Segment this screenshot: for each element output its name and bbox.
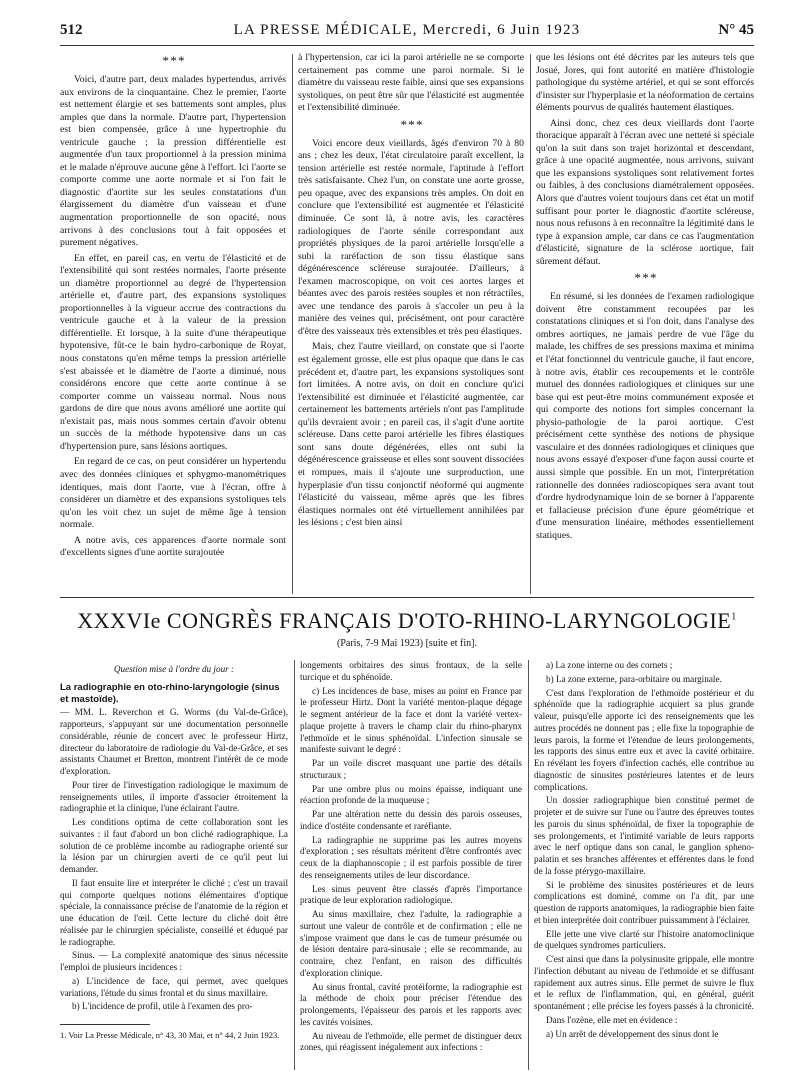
list-item: a) Un arrêt de développement des sinus dont le: [546, 1028, 719, 1039]
column-rule: [294, 660, 295, 1070]
paragraph: Ainsi donc, chez ces deux vieillards dont l'aorte thoracique apparaît à l'écran avec une netteté si spéciale qu'on la suit dans son trajet horizontal et descendant, grâce à une opacité augmentée, nous arrivons, suivant que les expansions systoliques sont relativement fortes ou faibles, à des conclusions diamétralement opposées. Alors que d'autres voient toujours dans cet état un motif suffisant pour porter le diagnostic d'aortite scléreuse, nous nous refusons à en reconnaître la légitimité dans le type à expansion ample, car dans ce cas l'augmentation d'élasticité, signature de la sclérose aortique, fait sûrement défaut.: [536, 117, 754, 267]
paragraph: Elle jette une vive clarté sur l'histoire anatomoclinique de quelques syndromes particuliers.: [534, 928, 754, 951]
paragraph: La radiographie ne supprime pas les autres moyens d'exploration ; ses résultats méritent d'être confrontés avec ceux de la diaphanoscopie ; il est parfois possible de tirer des renseignements utiles de leur discordance.: [300, 834, 522, 880]
paragraph: En regard de ce cas, on peut considérer un hypertendu avec des données cliniques et sphygmo-manométriques identiques, mais dont l'aorte, vue à l'écran, offre à considérer un diamètre et des expansions systoliques tels qu'on les voit chez un sujet de même âge à tension normale.: [60, 456, 286, 531]
paragraph: b) L'incidence de profil, utile à l'examen des pro-: [72, 1001, 253, 1012]
section-separator: * * *: [162, 53, 184, 68]
paragraph: En résumé, si les données de l'examen radiologique doivent être constamment recoupées par les constatations cliniques et si l'on doit, dans l'analyse des ombres aortiques, ne jamais perdre de vue l'âge du malade, les chiffres de ses pressions maxima et minima et l'état fonctionnel du ventricule gauche, il faut encore, à notre avis, établir ces recoupements et le contrôle mutuel des données radiologiques et cliniques sur une base qui est peut-être moins communément exposée et qui comporte des notions fort simples concernant la physio-pathologie de la paroi aortique. C'est précisément cette synthèse des notions de physique vasculaire et des données radiologiques et cliniques que nous avons essayé d'exposer d'une façon aussi courte et aussi simple que possible. En un mot, l'interprétation rationnelle des données radioscopiques sera avant tout d'ordre hydrodynamique loin de se borner à l'apparente et fallacieuse précision d'une épure géométrique et d'une mensuration linéaire, méthodes essentiellement statiques.: [536, 291, 754, 541]
header-rule: [60, 45, 754, 46]
paragraph: Un dossier radiographique bien constitué permet de projeter et de suivre sur l'une ou l'autre des épreuves toutes les parois du sinus sphénoïdal, de fixer la topographie de ses prolongements, et l'intimité variable de leurs rapports avec le nerf optique dans son canal, le ganglion spheno-palatin et ses branches afférentes et efférentes dans le fond de la fosse ptérygo-maxillaire.: [534, 795, 754, 876]
journal-name: LA PRESSE MÉDICALE,: [233, 22, 418, 38]
section-separator: * * *: [400, 116, 422, 132]
page-header: [60, 22, 754, 42]
paragraph: Par une altération nette du dessin des parois osseuses, indice d'ostéite condensante et raréfiante.: [300, 809, 522, 831]
paragraph: Mais, chez l'autre vieillard, on constate que si l'aorte est également grosse, elle est plus opaque que dans le cas précédent et, d'autre part, les expansions systoliques sont fort limitées. A notre avis, on doit en conclure qu'ici l'extensibilité est diminuée et l'élasticité augmentée, car certainement les battements artériels n'ont pas l'amplitude qu'ils devraient avoir ; en pareil cas, il s'agit d'une aortite scléreuse. Dans cette paroi artérielle les fibres élastiques sont sans doute dégénérées, elles ont subi la dégénérescence graisseuse et elles sont souvent dissociées et rompues, mais il s'ajoute une surproduction, une hyperplasie d'un tissu conjonctif néoformé qui augmente l'élasticité du vaisseau, même après que les fibres élastiques normales ont été virtuellement annihilées par les lésions ; c'est bien ainsi: [298, 341, 524, 529]
paragraph: Pour tirer de l'investigation radiologique le maximum de renseignements utiles, il importe d'associer étroitement la radiographie et la clinique, l'une éclairant l'autre.: [60, 779, 288, 814]
congress-subtitle: (Paris, 7-9 Mai 1923) [suite et fin].: [337, 638, 477, 649]
paragraph: a) L'incidence de face, qui permet, avec quelques variations, l'étude du sinus frontal et du sinus maxillaire.: [60, 975, 288, 998]
top-column-1: [60, 52, 286, 592]
section-title: La radiographie en oto-rhino-laryngologie (sinus et mastoïde).: [60, 681, 280, 705]
paragraph: Si le problème des sinusites postérieures et de leurs complications est dominé, comme on l'a dit, par une question de rapports anatomiques, la radiographie bien faite et bien interprétée doit contribuer puissamment à l'éclairer.: [534, 879, 754, 925]
bottom-column-2: [300, 660, 522, 1075]
paragraph: Au niveau de l'ethmoïde, elle permet de distinguer deux zones, qui réagissent inégalement aux infections :: [300, 1030, 522, 1053]
paragraph: — MM. L. Reverchon et G. Worms (du Val-de-Grâce), rapporteurs, s'appuyant sur une documentation personnelle considérable, réunie de concert avec le professeur Hirtz, directeur du laboratoire de radiologie du Val-de-Grâce, et ses assistants Chaumet et Bretton, montrent l'intérêt de ce mode d'exploration.: [60, 707, 288, 776]
paragraph: Au sinus frontal, cavité protéiforme, la radiographie est la méthode de choix pour préciser l'étendue des prolongements, l'épaisseur des parois et les rapports avec les cavités voisines.: [300, 981, 522, 1027]
paragraph: Au sinus maxillaire, chez l'adulte, la radiographie a surtout une valeur de contrôle et de confirmation ; elle ne s'impose vraiment que dans le cas de tumeur présumée ou de lésion dentaire para-sinusale ; elle se recommande, au contraire, chez l'enfant, en raison des difficultés d'exploration clinique.: [300, 909, 522, 978]
bottom-column-3: [534, 660, 754, 1075]
footnote-rule: [60, 1024, 150, 1025]
section-rule: [60, 597, 754, 598]
paragraph: C'est dans l'exploration de l'ethmoïde postérieur et du sphénoïde que la radiographie acquiert sa plus grande valeur, puisqu'elle apporte ici des renseignements que les autres procédés ne donnent pas ; elle fixe la topographie de leurs parois, la forme et l'étendue de leurs prolongements, les rapports des sinus entre eux et avec la cavité orbitaire. En révélant les foyers d'infection cachés, elle contribue au diagnostic de sinusites postérieures latentes et de leurs complications.: [534, 687, 754, 792]
column-rule: [530, 54, 531, 594]
paragraph: longements orbitaires des sinus frontaux, de la selle turcique et du sphénoïde.: [300, 660, 522, 682]
paragraph: Sinus. — La complexité anatomique des sinus nécessite l'emploi de plusieurs incidences :: [60, 950, 288, 972]
bottom-column-1: [60, 660, 288, 1022]
column-rule: [292, 54, 293, 594]
paragraph: Voici encore deux vieillards, âgés d'environ 70 à 80 ans ; chez les deux, l'état circulatoire paraît excellent, la tension artérielle est restée normale, l'aptitude à l'effort très satisfaisante. Chez l'un, on constate une aorte grosse, peu opaque, avec des expansions très amples. On doit en conclure que l'extensibilité est augmentée et l'élasticité diminuée. Ce sont là, à notre avis, les caractères radiologiques de l'aorte sénile correspondant aux propriétés physiques de la paroi artérielle lorsqu'elle a subi la raréfaction de son tissu élastique sans dégénérescence scléreuse surajoutée. D'ailleurs, à l'examen macroscopique, on voit ces aortes larges et béantes avec des parois restées souples et non rétractiles, avec une tendance des parois à s'accoler un peu à la manière des veines qui, précisément, ont pour caractère d'être des vaisseaux très extensibles et très peu élastiques.: [298, 137, 524, 337]
journal-title: [60, 22, 754, 39]
list-item: a) La zone interne ou des cornets ;: [546, 660, 673, 670]
footnote: 1. Voir La Presse Médicale, n° 43, 30 Mai, et n° 44, 2 Juin 1923.: [60, 1030, 280, 1040]
paragraph: C'est ainsi que dans la polysinusite grippale, elle montre l'infection débutant au niveau de l'ethmoïde et se diffusant rapidement aux autres sinus. Elle permet de suivre le flux et le reflux de l'inflammation, qui, en général, guérit spontanément ; elle précise les foyers passés à la chronicité.: [534, 954, 754, 1011]
paragraph: c) Les incidences de base, mises au point en France par le professeur Hirtz. Dont la variété menton-plaque dégage le segment antérieur de la face et dont la variété vertex-plaque projette à travers le champ clair du rhino-pharynx l'ethmoïde et le sinus sphénoïdal. L'infection sinusale se manifeste suivant le degré :: [300, 685, 522, 755]
paragraph: Par une ombre plus ou moins épaisse, indiquant une réaction profonde de la muqueuse ;: [300, 783, 522, 806]
column-rule: [528, 660, 529, 1070]
paragraph: que les lésions ont été décrites par les auteurs tels que Josué, Jores, qui font autorité en matière d'histologie pathologique du système artériel, et qui se sont efforcés d'insister sur l'hyperplasie et la néoformation de certains éléments pourvus de qualités hautement élastiques.: [536, 52, 754, 114]
top-column-2: [298, 52, 524, 592]
list-item: b) La zone externe, para-orbitaire ou marginale.: [546, 673, 722, 684]
paragraph: Voici, d'autre part, deux malades hypertendus, arrivés aux environs de la cinquantaine. Chez le premier, l'aorte est nettement élargie et ses battements sont amples, plus amples que dans la normale. D'autre part, l'hypertension est bien compensée, grâce à une hypertrophie du ventricule gauche ; la pression différentielle est augmentée d'un taux proportionnel à la pression minima et le malade n'éprouve aucune gêne à l'effort. Ici l'aorte se comporte comme une aorte normale et si l'on fait le diagnostic d'aortite sur les seules constatations d'un élargissement du diamètre d'un vaisseau et d'une augmentation proportionnelle de son opacité, nous arrivons à des conclusions tout à fait opposées et purement négatives.: [60, 74, 286, 249]
issue-date: Mercredi, 6 Juin 1923: [422, 22, 581, 38]
question-heading: Question mise à l'ordre du jour :: [113, 664, 235, 674]
congress-title: [60, 608, 754, 634]
top-column-3: [536, 52, 754, 592]
footnote-ref: 1: [731, 611, 737, 623]
congress-title-text: XXXVIe CONGRÈS FRANÇAIS D'OTO-RHINO-LARYNGOLOGIE: [77, 608, 732, 633]
paragraph: Les sinus peuvent être classés d'après l'importance pratique de leur exploration radiologique.: [300, 883, 522, 906]
paragraph: Il faut ensuite lire et interpréter le cliché ; c'est un travail qui comporte quelques notions élémentaires d'optique spéciale, la connaissance précise de l'anatomie de la région et une éducation de l'œil. Cette lecture du cliché doit être réalisée par le chirurgien spécialiste, conseillé et éduqué par le radiographe.: [60, 877, 288, 947]
paragraph: Les conditions optima de cette collaboration sont les suivantes : il faut d'abord un bon cliché radiographique. La solution de ce problème incombe au radiographe orienté sur la lésion par un chirurgien averti de ce qu'il peut lui demander.: [60, 817, 288, 874]
paragraph: Dans l'ozène, elle met en évidence :: [546, 1014, 678, 1025]
issue-number: N° 45: [718, 22, 754, 38]
paragraph: à l'hypertension, car ici la paroi artérielle ne se comporte certainement pas comme une paroi normale. Si le diamètre du vaisseau reste faible, ainsi que ses expansions systoliques, on peut être sûr que l'élasticité est augmentée et l'extensibilité diminuée.: [298, 52, 524, 114]
paragraph: Par un voile discret masquant une partie des détails structuraux ;: [300, 758, 522, 780]
section-separator: * * *: [634, 270, 656, 286]
page-number: 512: [60, 22, 83, 38]
paragraph: En effet, en pareil cas, en vertu de l'élasticité et de l'extensibilité qui sont restées normales, l'aorte présente un diamètre proportionnel au degré de l'hypertension artérielle et, d'autre part, des expansions systoliques proportionnelles à la vigueur accrue des contractions du ventricule gauche et à la valeur de la pression différentielle. Et lorsque, à la suite d'une thérapeutique hypotensive, fût-ce le bain hydro-carbonique de Royat, nous constatons qu'en même temps la pression artérielle s'est abaissée et le diamètre de l'aorte a diminué, nous considérons encore que cette aorte continue à se comporter comme un vaisseau normal. Nous nous gardons de dire que nous avons amélioré une aortite qui n'existait pas, mais nous sommes certain d'avoir obtenu un succès de la méthode hypotensive dans un cas d'hypertension pure, sans lésions aortiques.: [60, 252, 286, 452]
paragraph: A notre avis, ces apparences d'aorte normale sont d'excellents signes d'une aortite surajoutée: [60, 534, 286, 559]
